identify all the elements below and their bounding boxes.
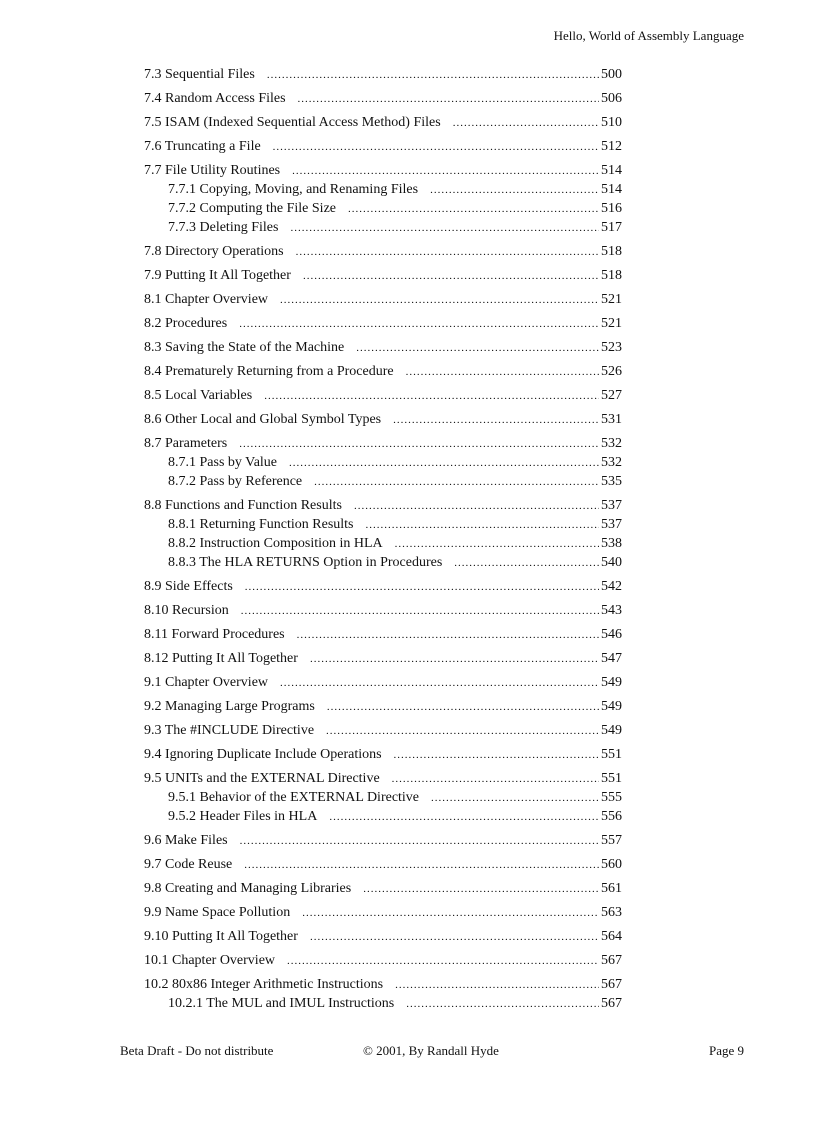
toc-entry: [144, 952, 622, 970]
toc-subentry: [144, 554, 622, 572]
toc-entry-label: 7.4 Random Access Files: [144, 91, 286, 106]
toc-entry: [144, 267, 622, 285]
dot-leader: [297, 626, 599, 644]
toc-entry: [144, 66, 622, 84]
toc-entry-label: 10.2.1 The MUL and IMUL Instructions: [168, 996, 395, 1011]
toc-entry-label: 7.7.1 Copying, Moving, and Renaming Files: [168, 182, 419, 197]
toc-entry: [144, 291, 622, 309]
toc-entry-page-number: 510: [601, 115, 622, 130]
dot-leader: [302, 904, 599, 922]
dot-leader: [395, 535, 599, 553]
toc-entry-label: 8.7 Parameters: [144, 436, 228, 451]
dot-leader: [329, 808, 599, 826]
toc-subentry: [144, 995, 622, 1013]
toc-entry: [144, 114, 622, 132]
toc-entry-label: 8.6 Other Local and Global Symbol Types: [144, 412, 382, 427]
toc-entry-label: 8.8.1 Returning Function Results: [168, 517, 354, 532]
toc-entry-label: 8.5 Local Variables: [144, 388, 253, 403]
toc-entry-page-number: 521: [601, 316, 622, 331]
toc-entry-page-number: 567: [601, 953, 622, 968]
dot-leader: [244, 856, 599, 874]
toc-entry-page-number: 514: [601, 182, 622, 197]
toc-entry-page-number: 561: [601, 881, 622, 896]
toc-entry-label: 8.12 Putting It All Together: [144, 651, 298, 666]
toc-entry: [144, 928, 622, 946]
toc-entry: [144, 387, 622, 405]
toc-entry: [144, 832, 622, 850]
running-header: Hello, World of Assembly Language: [553, 28, 744, 43]
dot-leader: [327, 698, 599, 716]
toc-subentry: [144, 473, 622, 491]
toc-entry-page-number: 523: [601, 340, 622, 355]
toc-entry-page-number: 557: [601, 833, 622, 848]
dot-leader: [310, 650, 599, 668]
toc-entry-page-number: 537: [601, 517, 622, 532]
dot-leader: [298, 90, 599, 108]
toc-entry-label: 8.11 Forward Procedures: [144, 627, 285, 642]
dot-leader: [314, 473, 599, 491]
toc-entry-label: 8.8.2 Instruction Composition in HLA: [168, 536, 383, 551]
footer-copyright: © 2001, By Randall Hyde: [363, 1043, 499, 1058]
footer-page-number: Page 9: [708, 1043, 744, 1058]
toc-entry-page-number: 532: [601, 436, 622, 451]
toc-entry: [144, 339, 622, 357]
toc-entry: [144, 746, 622, 764]
toc-entry-label: 8.2 Procedures: [144, 316, 228, 331]
toc-entry: [144, 674, 622, 692]
toc-entry-page-number: 549: [601, 675, 622, 690]
toc-entry-label: 8.10 Recursion: [144, 603, 229, 618]
toc-entry-label: 8.8.3 The HLA RETURNS Option in Procedures: [168, 555, 443, 570]
dot-leader: [290, 219, 599, 237]
toc-entry-page-number: 542: [601, 579, 622, 594]
dot-leader: [348, 200, 599, 218]
dot-leader: [264, 387, 599, 405]
toc-entry-page-number: 535: [601, 474, 622, 489]
toc-entry-page-number: 555: [601, 790, 622, 805]
dot-leader: [430, 181, 599, 199]
toc-entry-label: 7.3 Sequential Files: [144, 67, 255, 82]
dot-leader: [240, 832, 599, 850]
toc-entry-label: 7.8 Directory Operations: [144, 244, 284, 259]
dot-leader: [394, 746, 599, 764]
toc-entry: [144, 698, 622, 716]
dot-leader: [393, 411, 599, 429]
dot-leader: [303, 267, 599, 285]
toc-entry: [144, 976, 622, 994]
toc-entry-label: 9.8 Creating and Managing Libraries: [144, 881, 352, 896]
toc-entry-label: 8.1 Chapter Overview: [144, 292, 269, 307]
toc-entry: [144, 770, 622, 788]
toc-entry-page-number: 538: [601, 536, 622, 551]
dot-leader: [454, 554, 599, 572]
toc-entry-label: 8.8 Functions and Function Results: [144, 498, 342, 513]
toc-entry-page-number: 532: [601, 455, 622, 470]
toc-entry-page-number: 551: [601, 747, 622, 762]
toc-subentry: [144, 516, 622, 534]
toc-entry-page-number: 527: [601, 388, 622, 403]
toc-entry: [144, 626, 622, 644]
dot-leader: [395, 976, 599, 994]
toc-entry: [144, 578, 622, 596]
toc-subentry: [144, 789, 622, 807]
toc-entry: [144, 904, 622, 922]
toc-entry-page-number: 500: [601, 67, 622, 82]
toc-entry-label: 9.1 Chapter Overview: [144, 675, 269, 690]
dot-leader: [280, 291, 599, 309]
toc-entry-label: 10.2 80x86 Integer Arithmetic Instructions: [144, 977, 384, 992]
toc-entry-label: 9.4 Ignoring Duplicate Include Operations: [144, 747, 382, 762]
dot-leader: [326, 722, 599, 740]
footer-draft-notice: Beta Draft - Do not distribute: [120, 1043, 274, 1058]
dot-leader: [273, 138, 599, 156]
dot-leader: [296, 243, 599, 261]
toc-entry-page-number: 540: [601, 555, 622, 570]
toc-entry: [144, 435, 622, 453]
dot-leader: [289, 454, 599, 472]
toc-entry-label: 8.7.2 Pass by Reference: [168, 474, 303, 489]
toc-entry-page-number: 567: [601, 996, 622, 1011]
dot-leader: [245, 578, 599, 596]
toc-entry: [144, 162, 622, 180]
toc-entry-label: 7.7.2 Computing the File Size: [168, 201, 336, 216]
toc-entry-page-number: 560: [601, 857, 622, 872]
toc-entry: [144, 856, 622, 874]
toc-entry-label: 10.1 Chapter Overview: [144, 953, 276, 968]
toc-entry-label: 9.3 The #INCLUDE Directive: [144, 723, 315, 738]
toc-entry: [144, 411, 622, 429]
dot-leader: [392, 770, 599, 788]
dot-leader: [267, 66, 599, 84]
toc-entry: [144, 138, 622, 156]
dot-leader: [287, 952, 599, 970]
toc-entry-label: 9.7 Code Reuse: [144, 857, 233, 872]
toc-entry: [144, 363, 622, 381]
toc-subentry: [144, 219, 622, 237]
toc-subentry: [144, 181, 622, 199]
dot-leader: [241, 602, 599, 620]
toc-entry: [144, 243, 622, 261]
toc-entry-page-number: 551: [601, 771, 622, 786]
dot-leader: [453, 114, 599, 132]
toc-entry: [144, 497, 622, 515]
dot-leader: [406, 363, 599, 381]
toc-entry-page-number: 567: [601, 977, 622, 992]
dot-leader: [239, 315, 599, 333]
dot-leader: [366, 516, 600, 534]
toc-subentry: [144, 535, 622, 553]
toc-entry-page-number: 549: [601, 699, 622, 714]
dot-leader: [239, 435, 599, 453]
dot-leader: [406, 995, 599, 1013]
toc-entry-label: 8.4 Prematurely Returning from a Procedure: [144, 364, 394, 379]
toc-entry-page-number: 506: [601, 91, 622, 106]
toc-entry-label: 8.3 Saving the State of the Machine: [144, 340, 345, 355]
toc-entry-label: 9.5 UNITs and the EXTERNAL Directive: [144, 771, 380, 786]
toc-entry-page-number: 543: [601, 603, 622, 618]
toc-entry-page-number: 564: [601, 929, 622, 944]
toc-entry-page-number: 531: [601, 412, 622, 427]
toc-subentry: [144, 454, 622, 472]
toc-subentry: [144, 200, 622, 218]
dot-leader: [280, 674, 599, 692]
toc-entry: [144, 315, 622, 333]
toc-entry-label: 7.7.3 Deleting Files: [168, 220, 279, 235]
toc-entry-page-number: 512: [601, 139, 622, 154]
toc-entry-label: 7.7 File Utility Routines: [144, 163, 281, 178]
toc-subentry: [144, 808, 622, 826]
toc-entry-page-number: 549: [601, 723, 622, 738]
toc-entry: [144, 90, 622, 108]
toc-entry-page-number: 526: [601, 364, 622, 379]
toc-entry-page-number: 547: [601, 651, 622, 666]
toc-entry-label: 9.10 Putting It All Together: [144, 929, 298, 944]
toc-entry-page-number: 516: [601, 201, 622, 216]
toc-entry: [144, 602, 622, 620]
toc-entry-page-number: 518: [601, 268, 622, 283]
dot-leader: [431, 789, 599, 807]
toc-entry-label: 7.9 Putting It All Together: [144, 268, 291, 283]
dot-leader: [363, 880, 599, 898]
toc-entry-label: 9.9 Name Space Pollution: [144, 905, 291, 920]
dot-leader: [292, 162, 599, 180]
toc-entry-label: 9.5.1 Behavior of the EXTERNAL Directive: [168, 790, 420, 805]
dot-leader: [354, 497, 599, 515]
toc-entry-page-number: 556: [601, 809, 622, 824]
dot-leader: [310, 928, 599, 946]
toc-entry-page-number: 563: [601, 905, 622, 920]
dot-leader: [356, 339, 599, 357]
toc-entry-page-number: 546: [601, 627, 622, 642]
toc-entry: [144, 722, 622, 740]
toc-entry-label: 7.6 Truncating a File: [144, 139, 261, 154]
toc-entry-page-number: 537: [601, 498, 622, 513]
toc-entry-page-number: 518: [601, 244, 622, 259]
toc-entry-label: 8.9 Side Effects: [144, 579, 233, 594]
toc-entry-page-number: 517: [601, 220, 622, 235]
toc-entry-label: 9.2 Managing Large Programs: [144, 699, 315, 714]
toc-entry-label: 8.7.1 Pass by Value: [168, 455, 278, 470]
toc-entry-label: 9.6 Make Files: [144, 833, 228, 848]
toc-entry-label: 9.5.2 Header Files in HLA: [168, 809, 318, 824]
toc-entry-page-number: 521: [601, 292, 622, 307]
toc-entry-label: 7.5 ISAM (Indexed Sequential Access Method) Files: [144, 115, 441, 130]
toc-entry: [144, 650, 622, 668]
toc-entry-page-number: 514: [601, 163, 622, 178]
table-of-contents: [144, 60, 622, 1013]
toc-entry: [144, 880, 622, 898]
